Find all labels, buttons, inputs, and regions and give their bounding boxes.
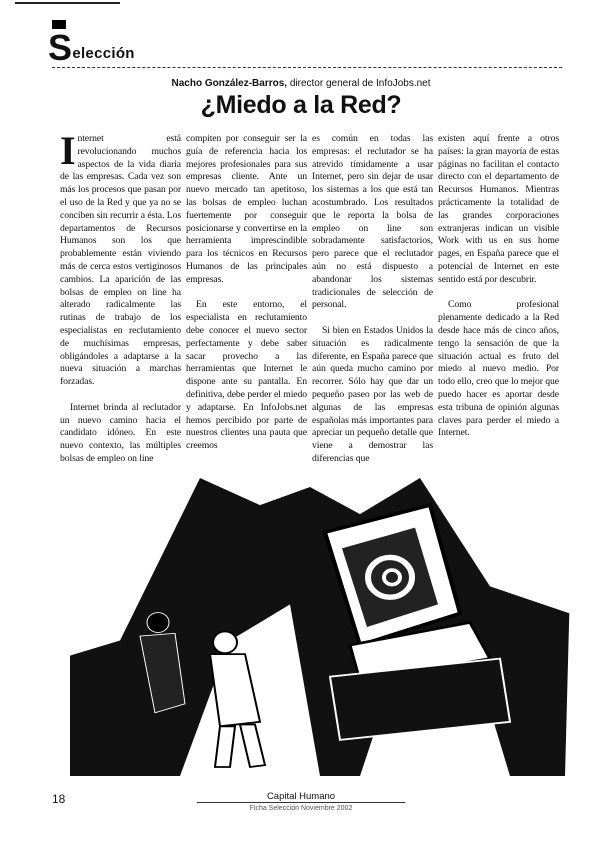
illustration-man-computer — [60, 478, 570, 776]
page-number: 18 — [52, 792, 66, 806]
column-2 — [186, 133, 307, 453]
paragraph: compiten por conseguir ser la guía de referencia hacia los mejores profesionales para sus empresas cliente. Ante un nuevo mercado tan apetitoso, las bolsas de empleo luchan fuertemente por conseguir posicionarse y convertirse en la herramienta imprescindible para los técnicos en Recursos Humanos de las principales empresas. — [186, 133, 307, 285]
article-title: ¿Miedo a la Red? — [200, 91, 402, 119]
paragraph: existen aquí frente a otros países: la gran mayoría de estas páginas no facilitan el contacto directo con el departamento de Recursos Humanos. Mientras prácticamente la totalidad de las grandes corporaciones extranjeras indican un visible Work with us en sus home pages, en España parece que el potencial de Internet en este sentido está por descubrir. — [438, 133, 559, 285]
paragraph: Internet brinda al reclutador un nuevo camino hacia el candidato idóneo. En este nuevo contexto, las múltiples bolsas de empleo on line — [60, 401, 181, 464]
paragraph: En este entorno, el especialista en reclutamiento debe conocer el nuevo sector perfectamente y debe saber sacar provecho a las herramientas que Internet le dispone ante su pantalla. En definitiva, debe perder el miedo y adaptarse. En InfoJobs.net hemos percibido por parte de nuestros clientes una pauta que creemos — [186, 299, 307, 452]
byline — [0, 78, 602, 89]
paragraph: Si bien en Estados Unidos la situación es radicalmente diferente, en España parece que aún queda mucho camino por recorrer. Sólo hay que dar un pequeño paseo por las web de algunas de las empresas españolas más importantes para apreciar un pequeño detalle que viene a demostrar las diferencias que — [312, 324, 433, 464]
paragraph-text: nternet está revolucionando muchos aspectos de la vida diaria de las empresas. Cada vez son más los procesos que pasan por el uso de la Red y que ya no se conciben sin recurrir a ésta. Los departamentos de Recursos Humanos son los que probablemente están viviendo más de cerca estos vertiginosos cambios. La aparición de las bolsas de empleo on line ha alterado radicalmente las rutinas de trabajo de los especialistas en reclutamiento de muchísimas empresas, obligándoles a adaptarse a la nueva situación a marchas forzadas. — [60, 133, 181, 388]
column-4 — [438, 133, 559, 440]
section-initial: S — [48, 27, 73, 68]
issue-info: Ficha Selección Noviembre 2002 — [249, 805, 353, 812]
top-rule — [15, 2, 120, 4]
column-1 — [60, 128, 181, 466]
magazine-name: Capital Humano — [197, 791, 405, 803]
footer — [0, 786, 602, 812]
paragraph — [60, 128, 181, 389]
author-role: director general de InfoJobs.net — [287, 78, 431, 89]
drop-cap: I — [60, 128, 76, 173]
author: Nacho González-Barros, — [171, 78, 288, 89]
section-rest: elección — [72, 45, 135, 62]
header-rule — [52, 67, 562, 68]
paragraph: es común en todas las empresas: el reclutador se ha atrevido tímidamente a usar Internet, pero sin dejar de usar los sistemas a los que está tan acostumbrado. Los resultados que le reporta la bolsa de empleo on line son sobradamente satisfactorios, pero parece que el reclutador aún no está dispuesto a abandonar los sistemas tradicionales de selección de personal. — [312, 133, 433, 311]
paragraph: Como profesional plenamente dedicado a la Red desde hace más de cinco años, tengo la sensación de que la situación actual es fruto del miedo al nuevo medio. Por todo ello, creo que lo mejor que puedo hacer es aportar desde esta tribuna de opinión algunas claves para perder el miedo a Internet. — [438, 299, 559, 439]
section-heading — [48, 27, 135, 68]
column-3 — [312, 133, 433, 466]
